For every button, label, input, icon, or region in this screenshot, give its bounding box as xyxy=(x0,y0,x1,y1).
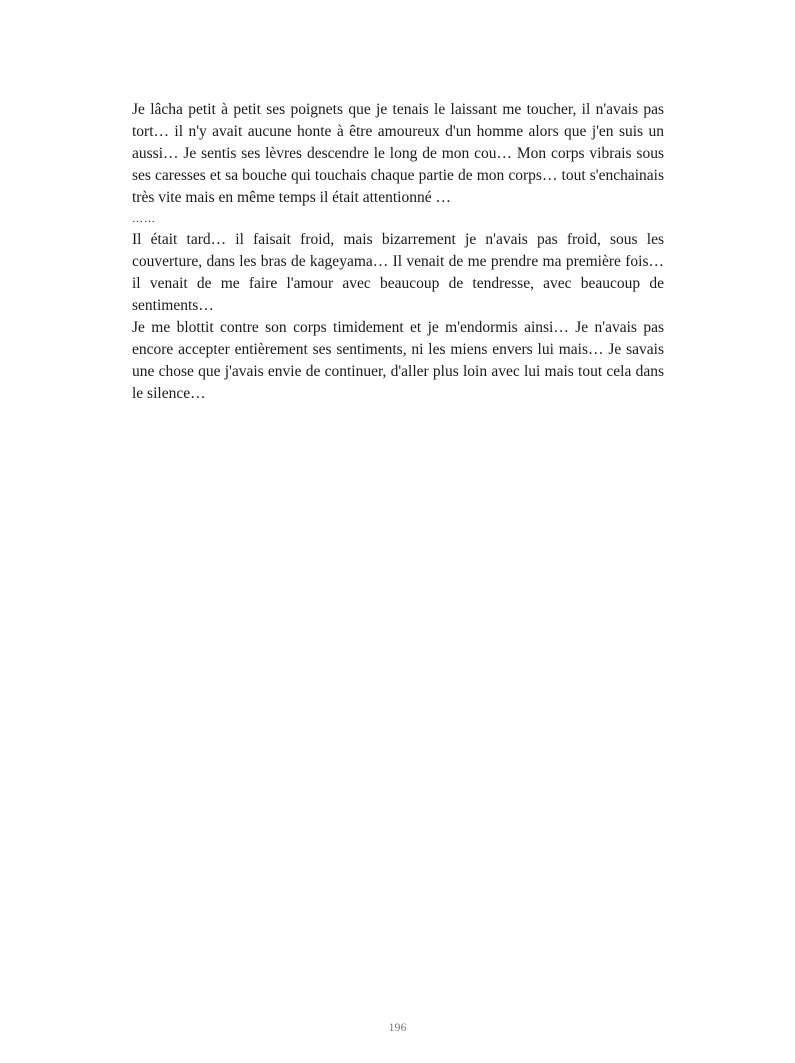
body-text xyxy=(132,99,664,405)
page-number: 196 xyxy=(388,1020,407,1034)
scene-break: …… xyxy=(132,213,156,225)
paragraph-1: Je lâcha petit à petit ses poignets que je tenais le laissant me toucher, il n'avais pas tort… il n'y avait aucune honte à être amoureux d'un homme alors que j'en suis un aussi… Je sentis ses lèvres descendre le long de mon cou… Mon corps vibrais sous ses caresses et sa bouche qui touchais chaque partie de mon corps… tout s'enchainais très vite mais en même temps il était attentionné … xyxy=(132,101,664,206)
paragraph-2: Il était tard… il faisait froid, mais bizarrement je n'avais pas froid, sous les couverture, dans les bras de kageyama… Il venait de me prendre ma première fois… il venait de me faire l'amour avec beaucoup de tendresse, avec beaucoup de sentiments… xyxy=(132,231,664,314)
paragraph-3: Je me blottit contre son corps timidement et je m'endormis ainsi… Je n'avais pas encore accepter entièrement ses sentiments, ni les miens envers lui mais… Je savais une chose que j'avais envie de continuer, d'aller plus loin avec lui mais tout cela dans le silence… xyxy=(132,319,664,402)
